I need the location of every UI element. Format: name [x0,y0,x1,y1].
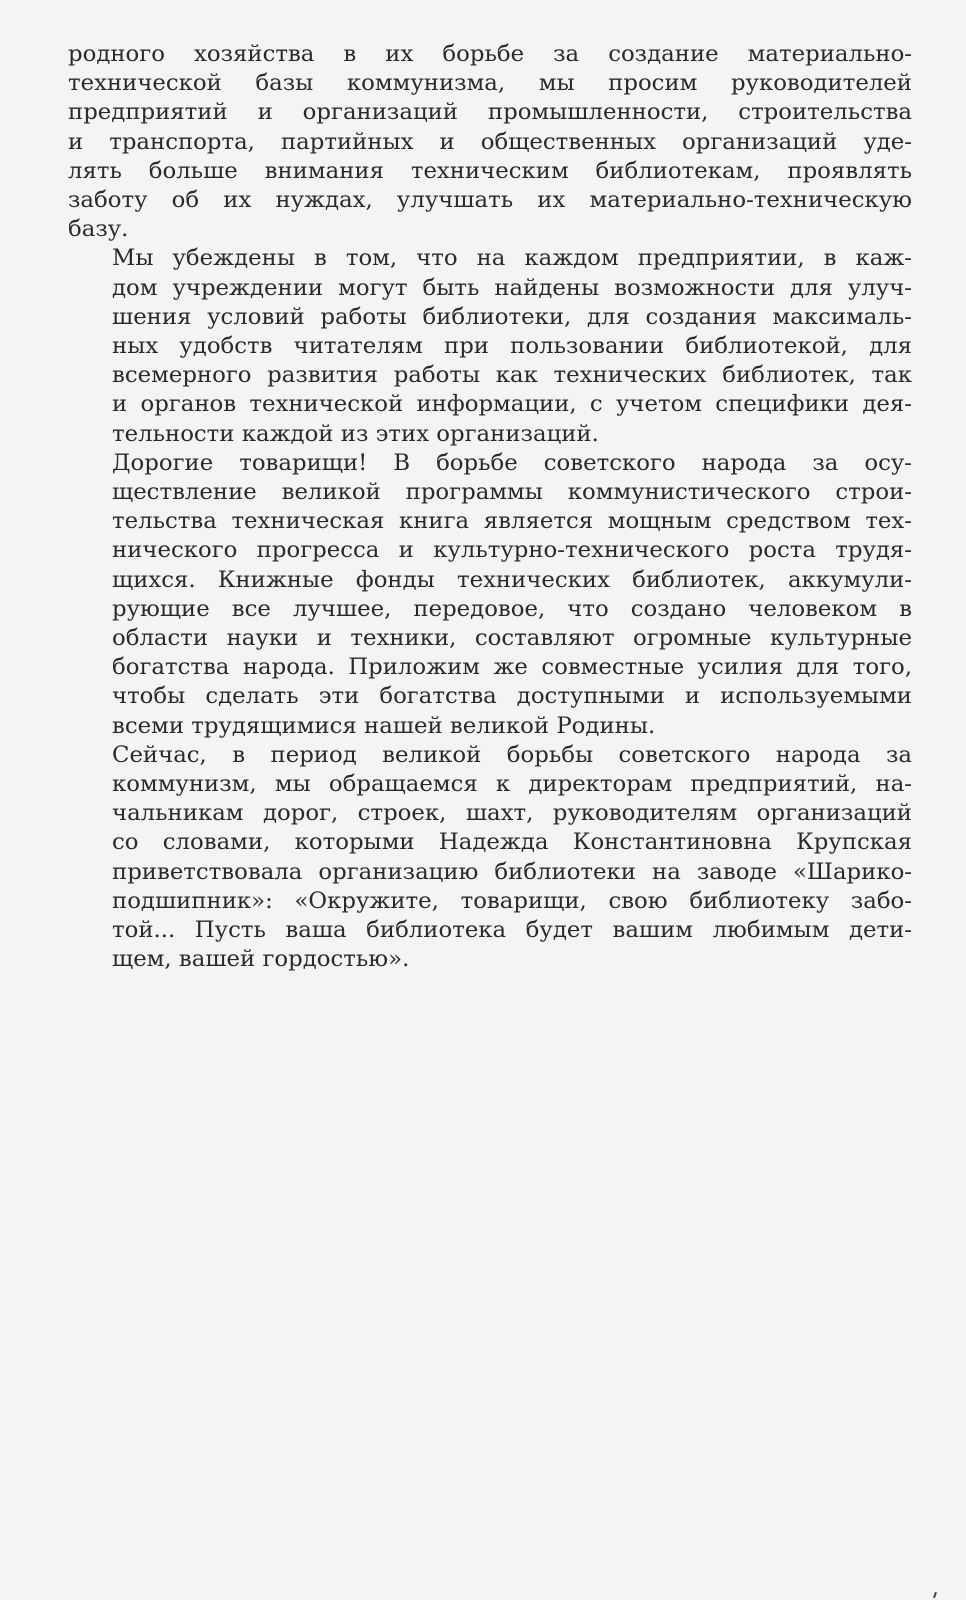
text-line: коммунизм, мы обращаемся к директорам предприятий, на- [112,771,912,798]
text-line: технической базы коммунизма, мы просим руководителей [68,70,912,97]
text-line: области науки и техники, составляют огромные культурные [112,625,912,652]
text-line: щихся. Книжные фонды технических библиотек, аккумули- [112,566,912,593]
text-line: ществление великой программы коммунистического строи- [112,479,912,506]
text-line: лять больше внимания техническим библиотекам, проявлять [68,157,912,184]
text-line: приветствовала организацию библиотеки на заводе «Шарико- [112,858,912,885]
text-line: предприятий и организаций промышленности, строительства [68,99,912,126]
text-line: чальникам дорог, строек, шахт, руководителям организаций [112,800,912,827]
text-line: тельства техническая книга является мощным средством тех- [112,508,912,535]
paragraph [68,244,912,448]
text-line: родного хозяйства в их борьбе за создание материально- [68,41,912,67]
text-line: ных удобств читателям при пользовании библиотекой, для [112,333,912,360]
text-line: подшипник»: «Окружите, товарищи, свою библиотеку забо- [112,887,912,914]
text-line: рующие все лучшее, передовое, что создано человеком в [112,595,912,622]
paragraph [68,741,912,975]
text-line: всемерного развития работы как технических библиотек, так [112,362,912,389]
text-line: щем, вашей гордостью». [112,946,410,973]
text-line: заботу об их нуждах, улучшать их материально-техническую [68,187,912,214]
paragraph [68,449,912,741]
paragraph [68,40,912,244]
text-line: и транспорта, партийных и общественных организаций уде- [68,128,912,155]
text-line: всеми трудящимися нашей великой Родины. [112,712,656,739]
text-line: шения условий работы библиотеки, для создания максималь- [112,303,912,330]
text-line: Сейчас, в период великой борьбы советского народа за [112,741,912,768]
text-line: дом учреждении могут быть найдены возможности для улуч- [112,274,912,301]
text-line: нического прогресса и культурно-технического роста трудя- [112,537,912,564]
text-line: со словами, которыми Надежда Константиновна Крупская [112,829,912,856]
text-line: Дорогие товарищи! В борьбе советского народа за осу- [112,449,912,476]
text-line: той... Пусть ваша библиотека будет вашим любимым дети- [112,917,912,944]
text-line: Мы убеждены в том, что на каждом предприятии, в каж- [112,245,912,272]
text-line: и органов технической информации, с учетом специфики дея- [112,391,912,418]
body-text [68,40,912,975]
text-line: богатства народа. Приложим же совместные усилия для того, [112,654,912,681]
text-line: чтобы сделать эти богатства доступными и используемыми [112,683,912,710]
text-line: тельности каждой из этих организаций. [112,420,599,447]
text-line: базу. [68,216,129,243]
print-speck [933,1592,937,1598]
